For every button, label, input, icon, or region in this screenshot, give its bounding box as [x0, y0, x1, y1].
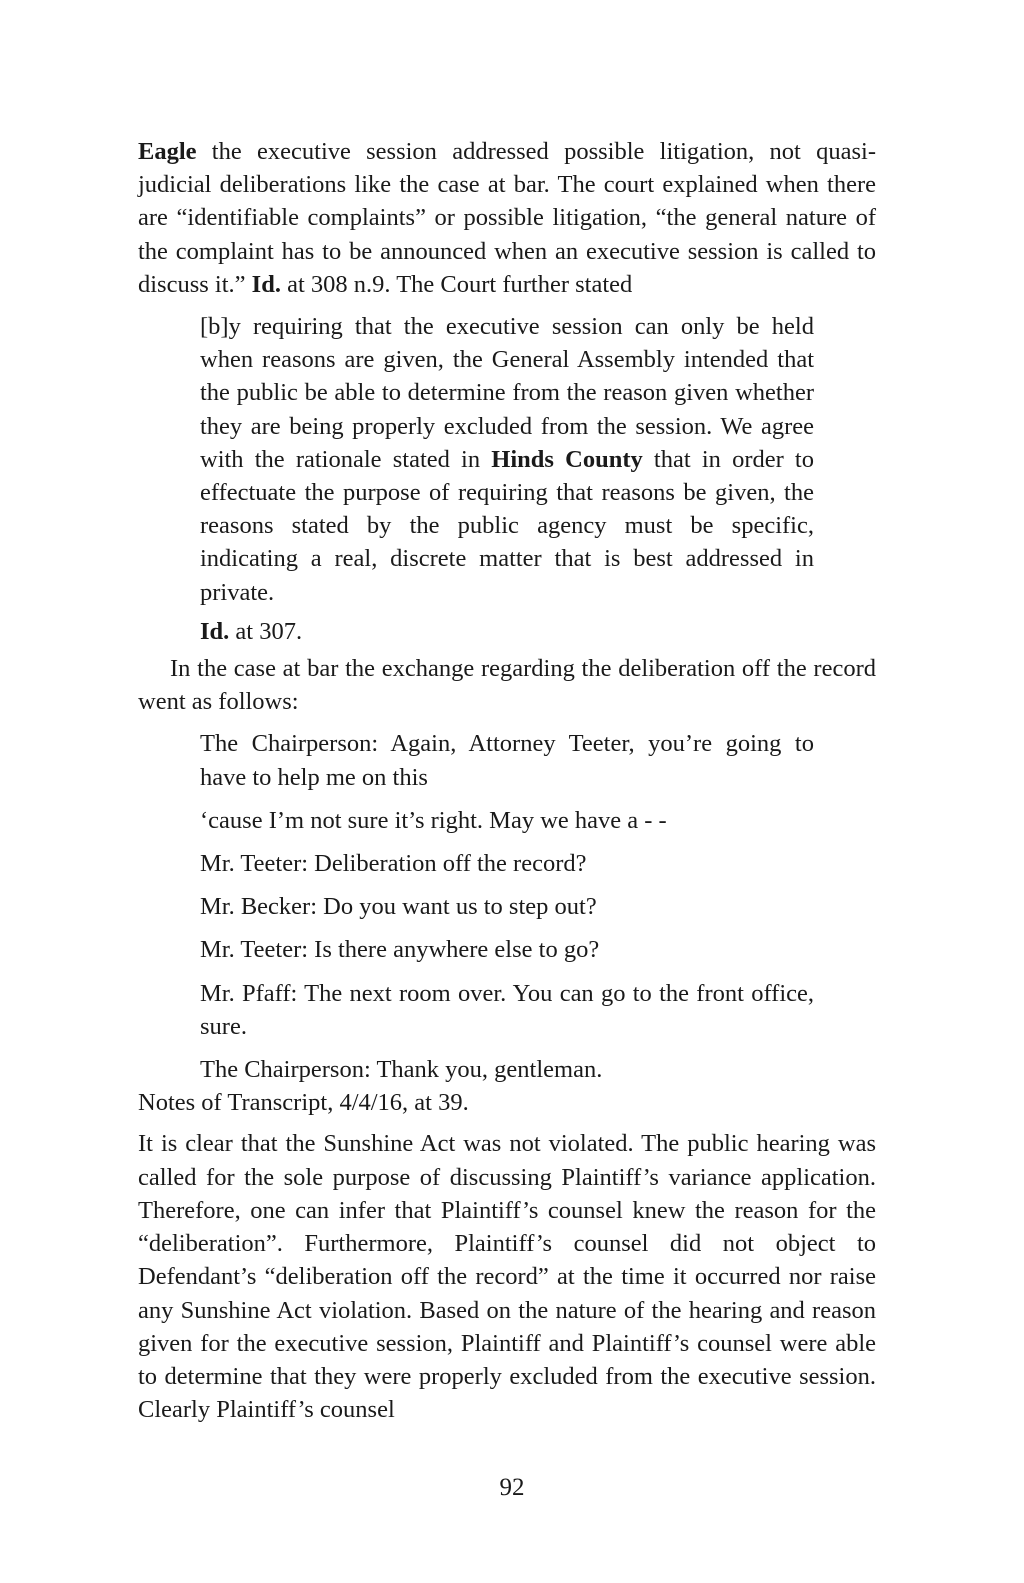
opening-paragraph: [138, 135, 876, 301]
transcript-citation: Notes of Transcript, 4/4/16, at 39.: [138, 1089, 469, 1117]
page-body: [138, 135, 876, 1426]
block-quote: [200, 310, 814, 609]
transcript-line: Mr. Teeter: Deliberation off the record?: [200, 850, 587, 878]
quote-citation: [200, 615, 814, 648]
case-name-hinds-county: Hinds County: [491, 445, 643, 473]
opening-text-b: at 308 n.9. The Court further stated: [280, 270, 633, 298]
quote-citation-text: at 307.: [229, 617, 303, 645]
opening-text-a: the executive session addressed possible litigation, not quasi-judicial deliberations like the case at bar. The court explained when there are “identifiable complaints” or possible litigation, “the general nature of the complaint has to be announced when an executive session is called to discuss it.”: [138, 138, 876, 298]
transcript-line: ‘cause I’m not sure it’s right. May we have a - -: [200, 806, 667, 834]
quote-text-b: that in order to effectuate the purpose of requiring that reasons be given, the reasons stated by the public agency must be specific, indicating a real, discrete matter that is best addressed in private.: [200, 445, 814, 606]
id-citation: Id.: [251, 270, 281, 298]
page-number: 92: [499, 1474, 525, 1501]
transcript-line: Mr. Becker: Do you want us to step out?: [200, 893, 597, 921]
conclusion-paragraph: It is clear that the Sunshine Act was not violated. The public hearing was called for the sole purpose of discussing Plaintiff’s variance application. Therefore, one can infer that Plaintiff’s counsel knew the reason for the “deliberation”. Furthermore, Plaintiff’s counsel did not object to Defendant’s “deliberation off the record” at the time it occurred nor raise any Sunshine Act violation. Based on the nature of the hearing and reason given for the executive session, Plaintiff and Plaintiff’s counsel were able to determine that they were properly excluded from the executive session. Clearly Plaintiff’s counsel: [138, 1130, 876, 1424]
transcript-line: The Chairperson: Again, Attorney Teeter, you’re going to have to help me on this: [200, 730, 814, 791]
transcript-line: The Chairperson: Thank you, gentleman.: [200, 1056, 603, 1084]
case-name-eagle: Eagle: [138, 138, 197, 165]
transcript-excerpt: [200, 727, 814, 1086]
transcript-line: Mr. Pfaff: The next room over. You can go to the front office, sure.: [200, 979, 814, 1040]
transcript-intro-paragraph: In the case at bar the exchange regarding the deliberation off the record went as follows:: [138, 655, 876, 716]
transcript-line: Mr. Teeter: Is there anywhere else to go?: [200, 936, 600, 964]
quote-citation-id: Id.: [200, 617, 230, 645]
quote-text-a: [b]y requiring that the executive session can only be held when reasons are given, the General Assembly intended that the public be able to determine from the reason given whether they are being properly excluded from the session. We agree with the rationale stated in: [200, 313, 814, 473]
